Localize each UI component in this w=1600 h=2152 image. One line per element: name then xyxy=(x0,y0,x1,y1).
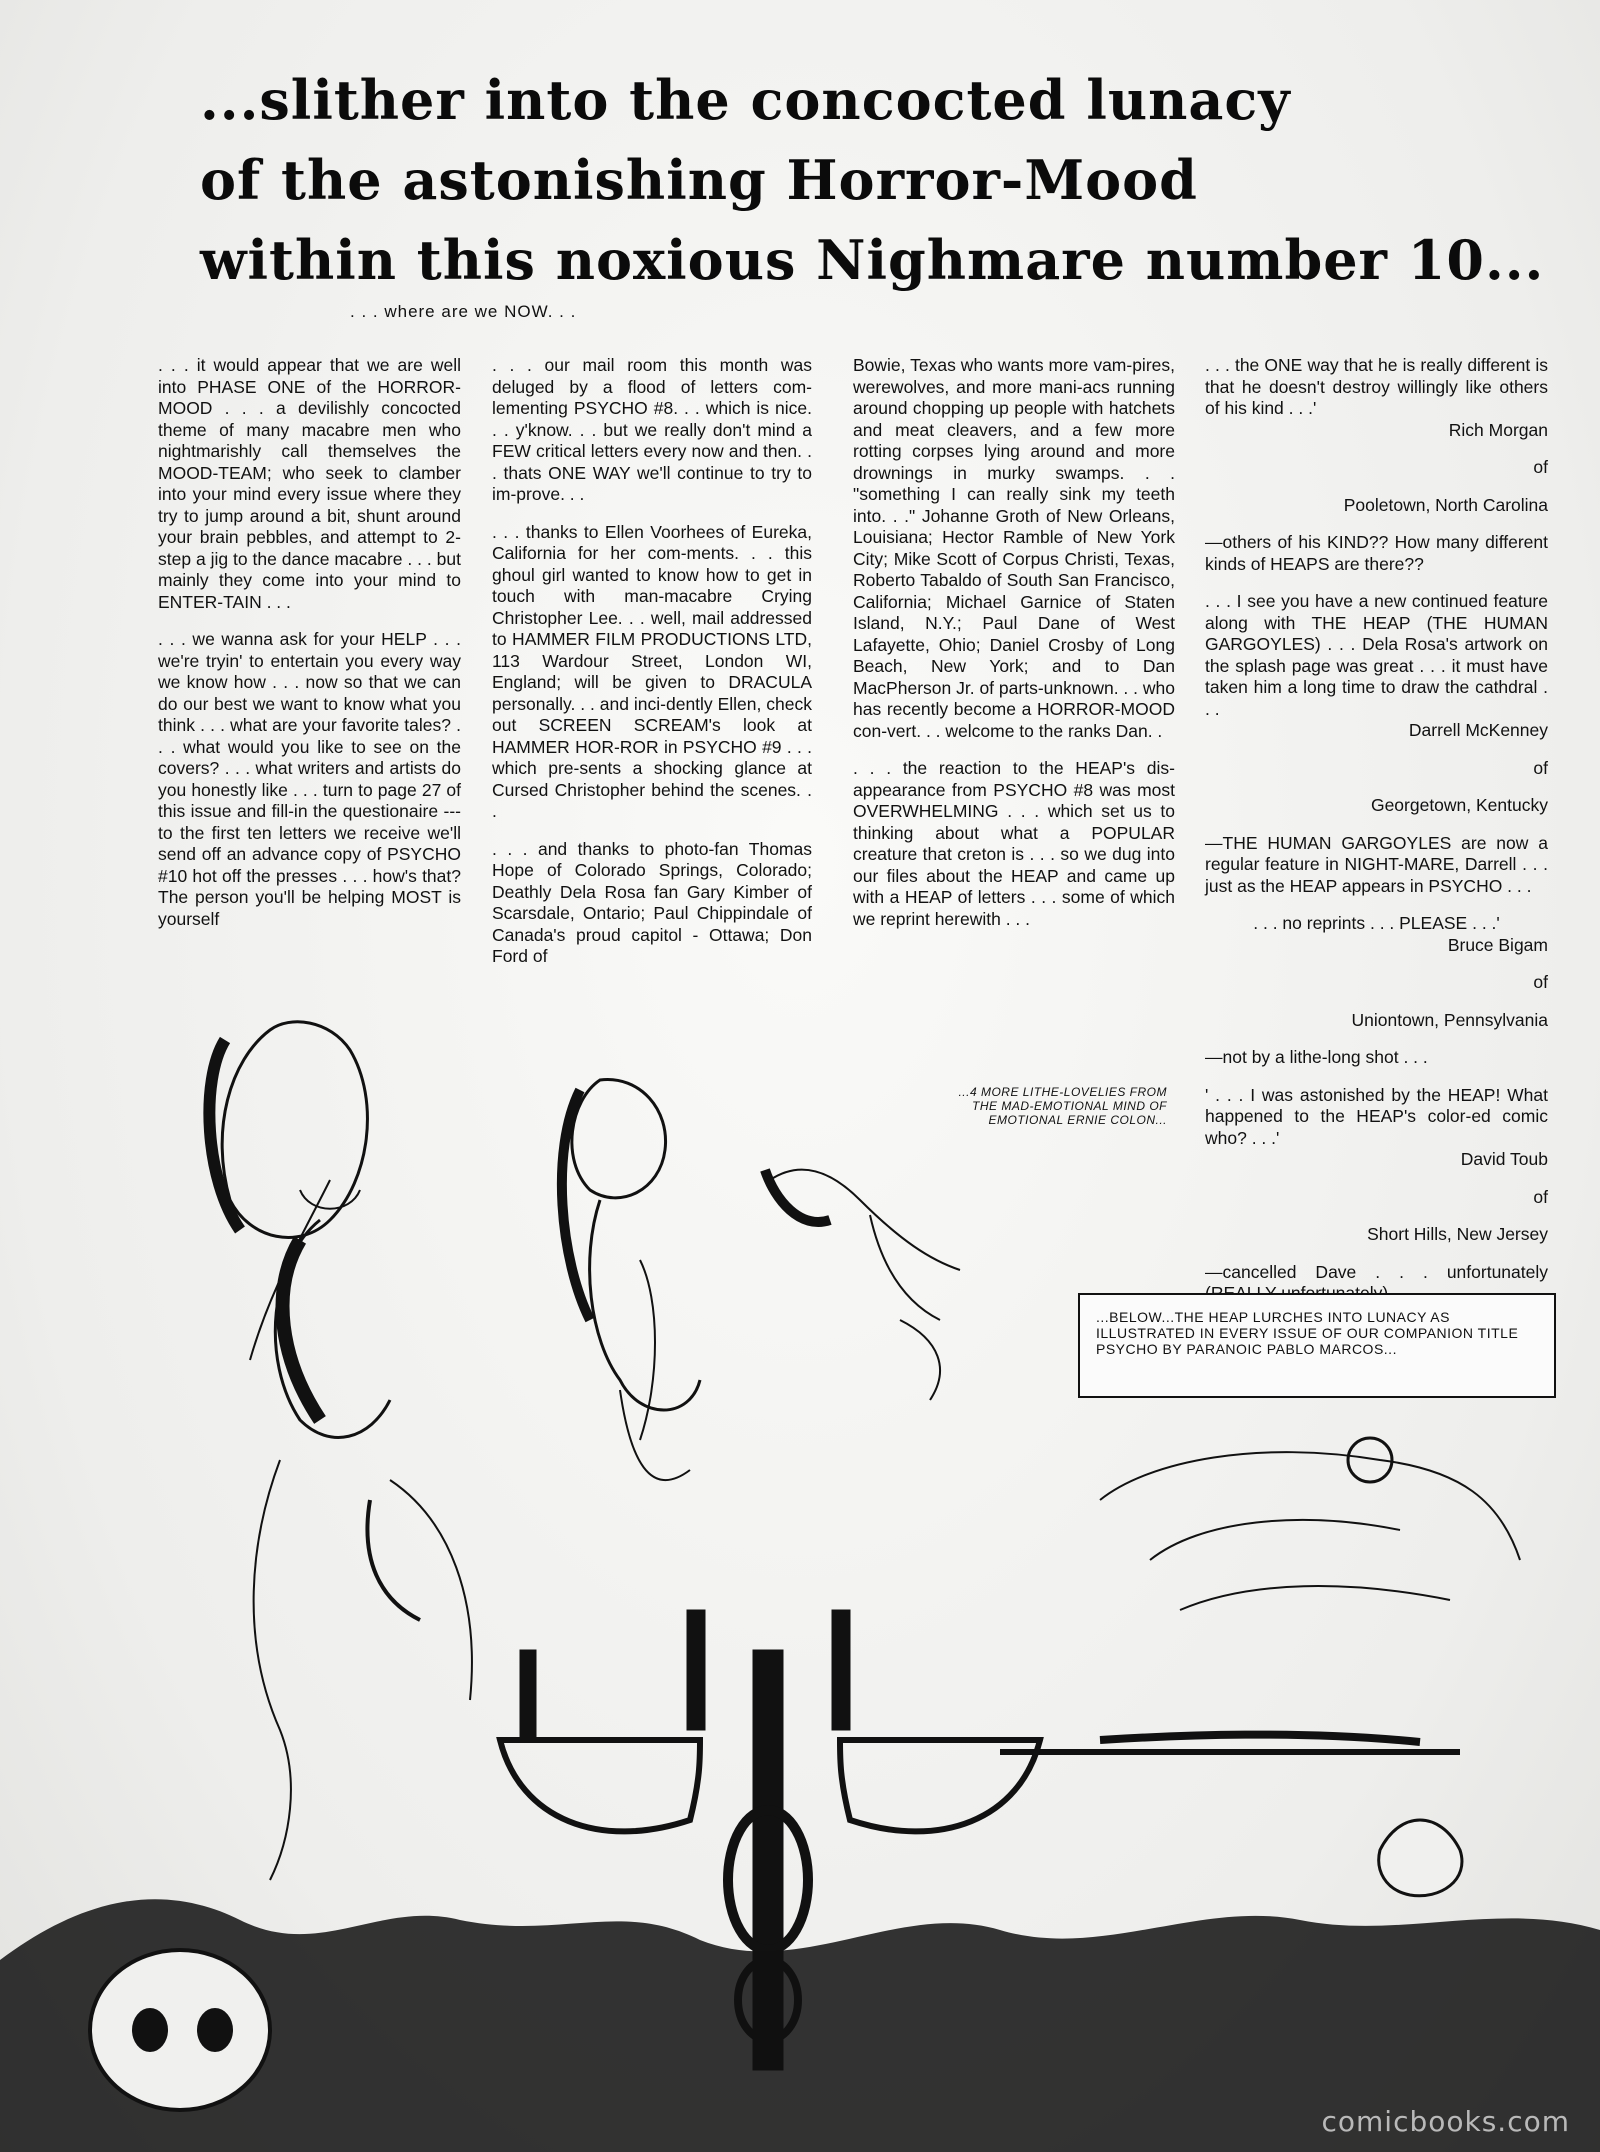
headline-line-2: of the astonishing Horror-Mood xyxy=(200,148,1198,212)
headline-line-1: ...slither into the concocted lunacy xyxy=(200,68,1291,132)
editor-reply: —THE HUMAN GARGOYLES are now a regular feature in NIGHT-MARE, Darrell . . . just as the HEAP appears in PSYCHO . . . xyxy=(1205,832,1548,896)
graveyard-ground xyxy=(0,1820,1600,2152)
letter-text: ' . . . I was astonished by the HEAP! What happened to the HEAP's color-ed comic who? . . .' xyxy=(1205,1084,1548,1148)
signature-place: Uniontown, Pennsylvania xyxy=(1351,1009,1548,1030)
letter-text: . . . I see you have a new continued feature along with THE HEAP (THE HUMAN GARGOYLES) . . . Dela Rosa's artwork on the splash page was great . . . it must have taken him a long time to draw the cathdral . . . xyxy=(1205,591,1548,719)
paragraph: . . . thanks to Ellen Voorhees of Eureka, California for her com-ments. . . this ghoul girl wanted to know how to get in touch with man-macabre Crying Christopher Lee. . . well, mail addressed to HAMMER FILM PRODUCTIONS LTD, 113 Wardour Street, London WI, England; will be given to DRACULA personally. . . and inci-dently Ellen, check out SCREEN SCREAM's look at HAMMER HOR-ROR in PSYCHO #9 . . . which pre-sents a shocking glance at Cursed Christopher behind the scenes. . . xyxy=(492,521,812,821)
signature-place: Pooletown, North Carolina xyxy=(1343,494,1548,515)
signature-of: of xyxy=(1533,757,1548,778)
women-illustration xyxy=(209,1022,960,1880)
signature-name: David Toub xyxy=(1460,1149,1548,1169)
signature-of: of xyxy=(1533,457,1548,477)
signature-name: Darrell McKenney xyxy=(1408,720,1548,740)
caption-lithe-lovelies: ...4 MORE LITHE-LOVELIES FROM THE MAD-EMOTIONAL MIND OF EMOTIONAL ERNIE COLON... xyxy=(958,1085,1167,1127)
signature-place: Georgetown, Kentucky xyxy=(1370,795,1548,815)
caption-box-heap: ...BELOW...THE HEAP LURCHES INTO LUNACY AS ILLUSTRATED IN EVERY ISSUE OF OUR COMPANION TITLE PSYCHO BY PARANOIC PABLO MARCOS... xyxy=(1078,1293,1556,1398)
paragraph: . . . we wanna ask for your HELP . . . we're tryin' to entertain you every way we know how . . . now so that we can do our best we want to know what you think . . . what are your favorite tales? . . . what would you like to see on the covers? . . . what writers and artists do you honestly like . . . turn to page 27 of this issue and fill-in the questionaire --- to the first ten letters we receive we'll send off an advance copy of PSYCHO #10 hot off the presses . . . how's that? The person you'll be helping MOST is yourself xyxy=(158,629,461,929)
editor-reply: —not by a lithe-long shot . . . xyxy=(1205,1047,1428,1067)
paragraph: Bowie, Texas who wants more vam-pires, werewolves, and more mani-acs running around chopping up people with hatchets and meat cleavers, and a few more rotting corpses lying around and more drownings in murky swamps. . . "something I can really sink my teeth into. . ." Johanne Groth of New Orleans, Louisiana; Hector Ramble of New York City; Mike Scott of Corpus Christi, Texas, Roberto Tabaldo of South San Francisco, California; Michael Garnice of Staten Island, N.Y.; Paul Dane of West Lafayette, Ohio; Daniel Crosby of Long Beach, New York; and to Dan MacPherson Jr. of parts-unknown. . . who has recently become a HORROR-MOOD con-vert. . . welcome to the ranks Dan. . xyxy=(853,355,1175,741)
signature-name: Rich Morgan xyxy=(1448,419,1548,440)
paragraph: . . . the reaction to the HEAP's dis-appearance from PSYCHO #8 was most OVERWHELMING . . . which set us to thinking about what a POPULAR creature that creton is . . . so we dug into our files about the HEAP and came up with a HEAP of letters . . . some of which we reprint herewith . . . xyxy=(853,758,1175,929)
paragraph: . . . our mail room this month was deluged by a flood of letters com-lementing PSYCHO #8. . . which is nice. . . y'know. . . but we really don't mind a FEW critical letters every now and then. . . thats ONE WAY we'll continue to try to im-prove. . . xyxy=(492,355,812,504)
letter-text: . . . no reprints . . . PLEASE . . .' xyxy=(1253,913,1500,933)
signature-of: of xyxy=(1533,972,1548,992)
editor-reply: —others of his KIND?? How many different kinds of HEAPS are there?? xyxy=(1205,532,1548,574)
editor-reply: —cancelled Dave . . . unfortunately xyxy=(1205,1261,1548,1282)
paragraph: . . . it would appear that we are well into PHASE ONE of the HORROR-MOOD . . . a devilishly concocted theme of many macabre men who nightmarishly call themselves the MOOD-TEAM; who seek to clamber into your mind every issue where they try to jump around a bit, shunt around your brain pebbles, and attempt to 2-step a jig to the dance macabre . . . but mainly they come into your mind to ENTER-TAIN . . . xyxy=(158,355,461,612)
signature-of: of xyxy=(1533,1186,1548,1207)
headline-line-3: within this noxious Nighmare number 10... xyxy=(200,228,1545,292)
letter-text: . . . the ONE way that he is really different is that he doesn't destroy willingly like others of his kind . . .' xyxy=(1205,355,1548,418)
watermark: comicbooks.com xyxy=(1321,2105,1570,2138)
signature-place: Short Hills, New Jersey xyxy=(1367,1224,1548,1244)
signature-name: Bruce Bigam xyxy=(1447,934,1548,955)
subheading: . . . where are we NOW. . . xyxy=(350,302,577,321)
swamp-scene xyxy=(1000,1438,1520,1752)
paragraph: . . . and thanks to photo-fan Thomas Hope of Colorado Springs, Colorado; Deathly Dela Rosa fan Gary Kimber of Scarsdale, Ontario; Paul Chippindale of Canada's proud capitol - Ottawa; Don Ford of xyxy=(492,838,812,966)
